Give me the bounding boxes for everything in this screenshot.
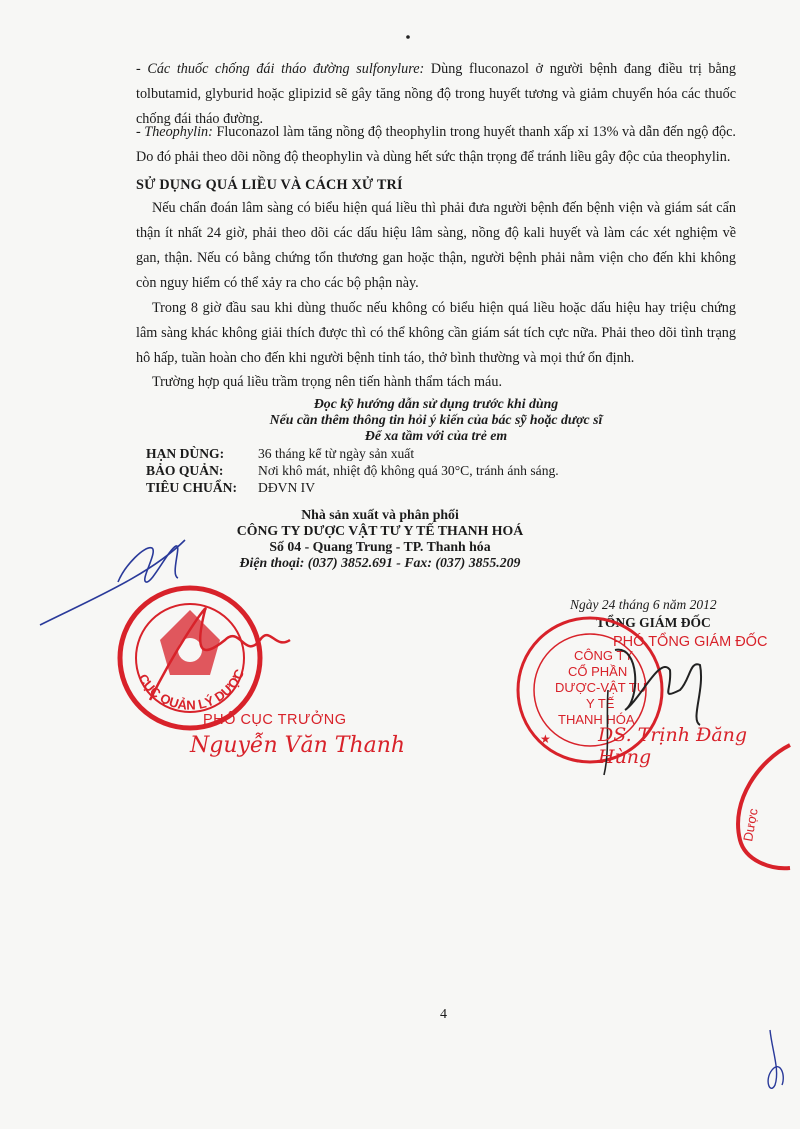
right-stamp-line1: CÔNG TY bbox=[574, 648, 633, 663]
left-official-stamp-icon bbox=[120, 588, 260, 728]
left-stamp-text: CỤC QUẢN LÝ DƯỢC bbox=[135, 666, 248, 713]
right-stamp-line3: DƯỢC-VẬT TƯ bbox=[555, 680, 648, 695]
manufacturer-address: Số 04 - Quang Trung - TP. Thanh hóa bbox=[269, 539, 491, 554]
overdose-paragraph-3: Trường hợp quá liều trầm trọng nên tiến hành thẩm tách máu. bbox=[152, 374, 502, 390]
signing-date: Ngày 24 tháng 6 năm 2012 bbox=[570, 597, 717, 612]
overdose-paragraph-2: Trong 8 giờ đầu sau khi dùng thuốc nếu không có biểu hiện quá liều hoặc dấu hiệu hay triệu chứng lâm sàng khác không giải thích được thì có thể không cần giám sát tích cực nữa. Phải theo dõi tình trạng hô hấp, tuần hoàn cho đến khi người bệnh tỉnh táo, thở bình thường và mọi thứ ổn định. bbox=[136, 300, 736, 366]
manufacturer-line1: Nhà sản xuất và phân phối bbox=[301, 507, 459, 522]
warning-line-3: Để xa tầm với của trẻ em bbox=[364, 428, 508, 443]
page-number: 4 bbox=[440, 1007, 447, 1022]
left-signer-title: PHÓ CỤC TRƯỞNG bbox=[203, 712, 347, 728]
right-stamp-line4: Y TẾ bbox=[586, 696, 615, 711]
warning-line-1: Đọc kỹ hướng dẫn sử dụng trước khi dùng bbox=[313, 396, 559, 411]
left-signer-name: Nguyễn Văn Thanh bbox=[190, 733, 406, 758]
manufacturer-phone: Điện thoại: (037) 3852.691 - Fax: (037) 3855.209 bbox=[239, 555, 521, 570]
blue-initial-scribble-icon bbox=[40, 540, 185, 625]
overdose-paragraph-1: Nếu chẩn đoán lâm sàng có biểu hiện quá liều thì phải đưa người bệnh đến bệnh viện và giám sát cẩn thận ít nhất 24 giờ, phải theo dõi các dấu hiệu lâm sàng, nồng độ kali huyết và làm các xét nghiệm về gan, thận. Nếu có bằng chứng tổn thương gan hoặc thận, người bệnh phải nằm viện cho đến khi không còn nguy hiểm có thể xảy ra cho các bộ phận này. bbox=[136, 200, 736, 291]
text-sulfonylure: Dùng fluconazol ở người bệnh đang điều trị bằng tolbutamid, glyburid hoặc glipizid sẽ gây tăng nồng độ trong huyết tương và giảm chuyển hóa các thuốc chống đái tháo đường. bbox=[136, 61, 736, 127]
svg-text:★: ★ bbox=[540, 732, 551, 746]
right-stamp-line2: CỔ PHẦN bbox=[568, 664, 628, 679]
spec-label-storage: BẢO QUẢN: bbox=[146, 463, 224, 478]
side-stamp-text: Dược bbox=[740, 807, 761, 843]
label-sulfonylure: - Các thuốc chống đái tháo đường sulfonylure: bbox=[136, 61, 425, 77]
warning-line-2: Nếu cần thêm thông tin hỏi ý kiến của bác sỹ hoặc dược sĩ bbox=[269, 412, 603, 427]
label-theophylin: - Theophylin: bbox=[136, 124, 213, 140]
right-stamp-line5: THANH HÓA bbox=[558, 712, 635, 727]
corner-initial-icon bbox=[768, 1030, 783, 1088]
overdose-heading: SỬ DỤNG QUÁ LIỀU VÀ CÁCH XỬ TRÍ bbox=[136, 177, 403, 193]
right-signer-name: DS. Trịnh Đăng Hùng bbox=[598, 724, 748, 768]
spec-label-standard: TIÊU CHUẨN: bbox=[146, 480, 238, 495]
spec-label-expiry: HẠN DÙNG: bbox=[146, 446, 225, 461]
director-title: TỔNG GIÁM ĐỐC bbox=[596, 615, 711, 630]
manufacturer-company: CÔNG TY DƯỢC VẬT TƯ Y TẾ THANH HOÁ bbox=[236, 523, 524, 538]
spec-value-expiry: 36 tháng kể từ ngày sản xuất bbox=[258, 446, 415, 461]
spec-value-standard: DĐVN IV bbox=[258, 480, 316, 495]
text-theophylin: Fluconazol làm tăng nồng độ theophylin trong huyết thanh xấp xỉ 13% và dẫn đến ngộ độc. Do đó phải theo dõi nồng độ theophylin và dùng hết sức thận trọng để tránh liều gây độc của theophylin. bbox=[136, 124, 736, 165]
deputy-director-title: PHÓ TỔNG GIÁM ĐỐC bbox=[613, 634, 768, 650]
spec-value-storage: Nơi khô mát, nhiệt độ không quá 30°C, tránh ánh sáng. bbox=[258, 463, 559, 478]
